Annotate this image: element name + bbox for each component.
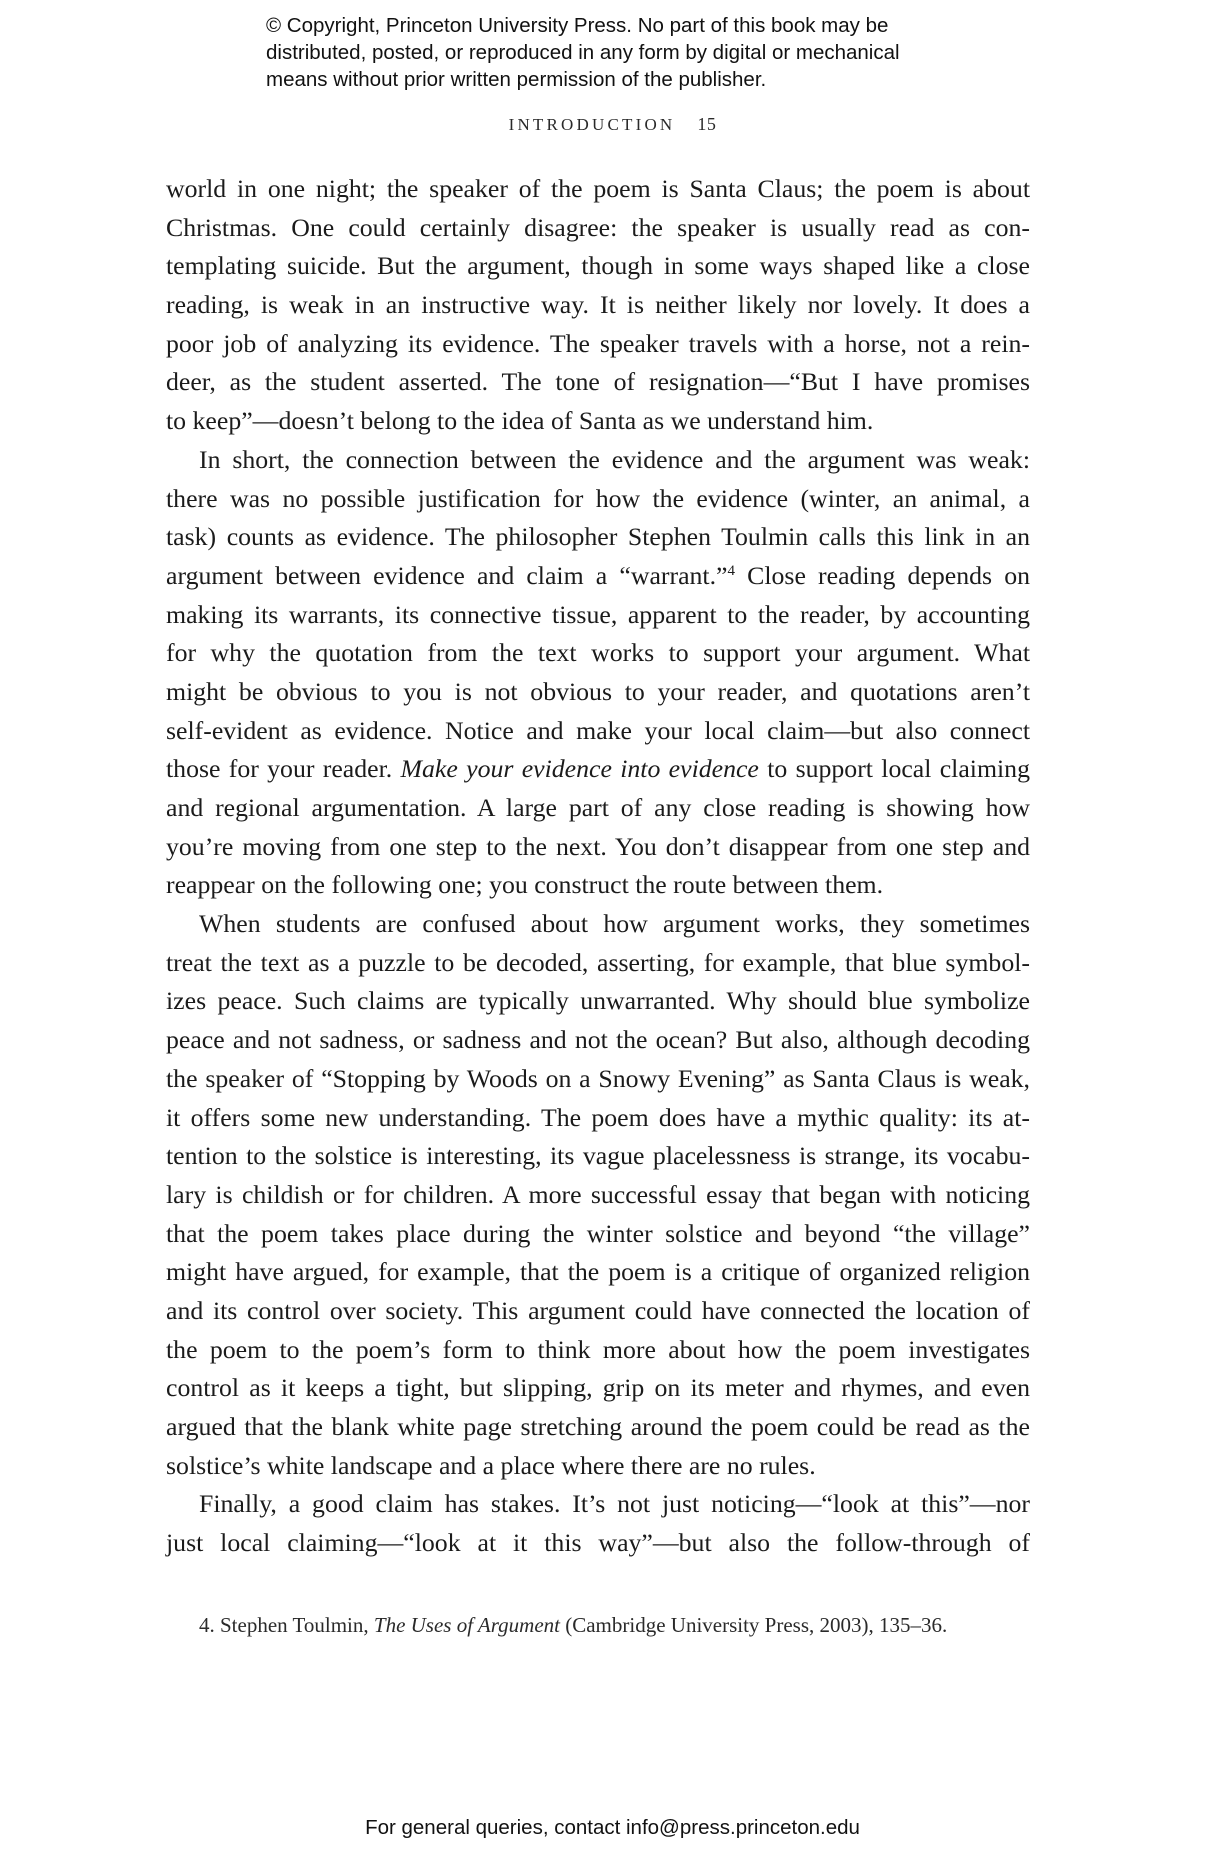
footer-contact: For general queries, contact info@press.princeton.edu	[365, 1816, 860, 1839]
text-line: making its warrants, its connective tissue, apparent to the reader, by accounting	[166, 599, 1030, 629]
running-head	[0, 114, 1225, 135]
text-line: world in one night; the speaker of the poem is Santa Claus; the poem is about	[166, 174, 1030, 203]
text-line: self-evident as evidence. Notice and make your local claim—but also connect	[166, 715, 1030, 745]
paragraph-start-line: In short, the connection between the evidence and the argument was weak:	[199, 444, 1030, 474]
line-text: argument between evidence and claim a “warrant.”	[166, 560, 728, 590]
copyright-notice	[266, 12, 986, 93]
text-line: and regional argumentation. A large part of any close reading is showing how	[166, 793, 1030, 822]
text-line: it offers some new understanding. The poem does have a mythic quality: its at-	[166, 1102, 1030, 1132]
text-line: and its control over society. This argument could have connected the location of	[166, 1295, 1030, 1325]
copyright-line: © Copyright, Princeton University Press. No part of this book may be	[266, 14, 889, 37]
text-line: to keep”—doesn’t belong to the idea of Santa as we understand him.	[166, 406, 874, 436]
italic-phrase: Make your evidence into evidence	[400, 754, 759, 784]
text-line: you’re moving from one step to the next. You don’t disappear from one step and	[166, 831, 1030, 861]
text-line: reading, is weak in an instructive way. It is neither likely nor lovely. It does a	[166, 290, 1030, 320]
text-line: deer, as the student asserted. The tone of resignation—“But I have promises	[166, 367, 1030, 397]
paragraph-start-line: Finally, a good claim has stakes. It’s not just noticing—“look at this”—nor	[199, 1489, 1030, 1519]
footnote-reference: 4	[727, 562, 735, 579]
text-line: the speaker of “Stopping by Woods on a Snowy Evening” as Santa Claus is weak,	[166, 1063, 1030, 1093]
line-text: those for your reader.	[166, 754, 393, 784]
text-line: treat the text as a puzzle to be decoded, asserting, for example, that blue symbol-	[166, 947, 1030, 977]
footnote-book-title: The Uses of Argument	[373, 1613, 560, 1637]
text-line-with-note	[166, 557, 1030, 596]
footnote-suffix: (Cambridge University Press, 2003), 135–36.	[559, 1613, 948, 1637]
line-text: to support local claiming	[758, 754, 1030, 784]
text-line: peace and not sadness, or sadness and not the ocean? But also, although decoding	[166, 1025, 1030, 1055]
chapter-title: INTRODUCTION	[508, 115, 676, 134]
text-line: might have argued, for example, that the poem is a critique of organized religion	[166, 1257, 1030, 1287]
text-line: the poem to the poem’s form to think more about how the poem investigates	[166, 1334, 1030, 1364]
copyright-line: means without prior written permission of the publisher.	[266, 68, 767, 91]
text-line: reappear on the following one; you construct the route between them.	[166, 870, 884, 900]
text-line: tention to the solstice is interesting, its vague placelessness is strange, its vocabu-	[166, 1141, 1030, 1171]
text-line: there was no possible justification for how the evidence (winter, an animal, a	[166, 483, 1030, 513]
footnote	[199, 1610, 947, 1640]
footnote-prefix: 4. Stephen Toulmin,	[199, 1613, 374, 1637]
text-line: might be obvious to you is not obvious to your reader, and quotations aren’t	[166, 676, 1030, 706]
text-line: izes peace. Such claims are typically unwarranted. Why should blue symbolize	[166, 986, 1030, 1016]
text-line: templating suicide. But the argument, though in some ways shaped like a close	[166, 251, 1030, 281]
page-number: 15	[697, 114, 717, 134]
copyright-line: distributed, posted, or reproduced in any form by digital or mechanical	[266, 41, 900, 64]
text-line: just local claiming—“look at it this way”—but also the follow-through of	[166, 1528, 1030, 1558]
text-line: task) counts as evidence. The philosopher Stephen Toulmin calls this link in an	[166, 522, 1030, 552]
text-line: control as it keeps a tight, but slipping, grip on its meter and rhymes, and even	[166, 1373, 1030, 1403]
body-text	[166, 170, 1030, 1563]
text-line-with-italic	[166, 750, 1030, 789]
text-line: solstice’s white landscape and a place where there are no rules.	[166, 1450, 816, 1480]
text-line: poor job of analyzing its evidence. The speaker travels with a horse, not a rein-	[166, 328, 1030, 358]
text-line: that the poem takes place during the winter solstice and beyond “the village”	[166, 1218, 1030, 1248]
text-line: for why the quotation from the text works to support your argument. What	[166, 638, 1030, 668]
line-text: Close reading depends on	[735, 560, 1030, 590]
text-line: argued that the blank white page stretching around the poem could be read as the	[166, 1412, 1030, 1441]
text-line: Christmas. One could certainly disagree: the speaker is usually read as con-	[166, 212, 1030, 242]
text-line: lary is childish or for children. A more successful essay that began with noticing	[166, 1179, 1030, 1209]
paragraph-start-line: When students are confused about how argument works, they sometimes	[199, 909, 1030, 939]
